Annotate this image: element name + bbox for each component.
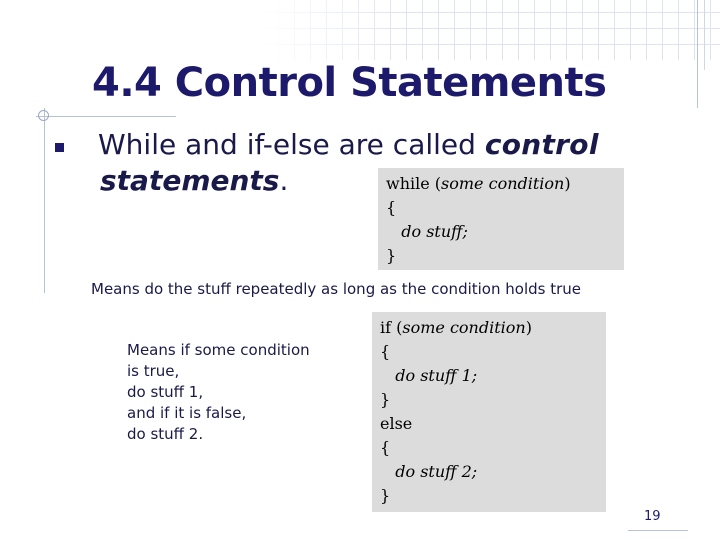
code-line: { bbox=[380, 438, 391, 457]
slide-title: 4.4 Control Statements bbox=[92, 60, 607, 106]
means-if-text: Means if some condition is true, do stuff 1, and if it is false, do stuff 2. bbox=[127, 341, 310, 443]
code-line: } bbox=[380, 486, 391, 505]
code-text: ) bbox=[525, 318, 532, 337]
decorative-line bbox=[704, 0, 705, 70]
code-keyword: if ( bbox=[380, 318, 403, 337]
while-code-box bbox=[378, 168, 624, 270]
code-line: { bbox=[386, 198, 397, 217]
decorative-line bbox=[36, 116, 176, 117]
means-while-text: Means do the stuff repeatedly as long as the condition holds true bbox=[91, 280, 581, 298]
code-line: } bbox=[386, 246, 397, 265]
code-line: do stuff 1; bbox=[380, 366, 478, 385]
code-text: ) bbox=[564, 174, 571, 193]
grid-fade bbox=[262, 0, 402, 60]
code-line: do stuff 2; bbox=[380, 462, 478, 481]
code-keyword: while ( bbox=[386, 174, 442, 193]
decorative-line bbox=[44, 108, 45, 293]
bullet-emphasis: statements bbox=[100, 164, 280, 197]
code-line: do stuff; bbox=[386, 222, 468, 241]
square-bullet-icon bbox=[55, 143, 64, 152]
bullet-emphasis: control bbox=[484, 128, 599, 161]
code-italic: some condition bbox=[441, 174, 565, 193]
code-italic: some condition bbox=[402, 318, 526, 337]
code-line: else bbox=[380, 414, 413, 433]
decorative-line bbox=[697, 0, 698, 108]
code-line: { bbox=[380, 342, 391, 361]
bullet-end: . bbox=[279, 164, 289, 197]
decorative-line bbox=[628, 530, 688, 531]
code-line: } bbox=[380, 390, 391, 409]
bullet-text: While and if-else are called bbox=[98, 128, 485, 161]
if-else-code-box bbox=[372, 312, 606, 512]
circle-mark-icon bbox=[38, 110, 49, 121]
bullet-text-line1 bbox=[98, 126, 599, 164]
bullet-text-line2 bbox=[100, 164, 288, 197]
page-number: 19 bbox=[644, 509, 661, 524]
